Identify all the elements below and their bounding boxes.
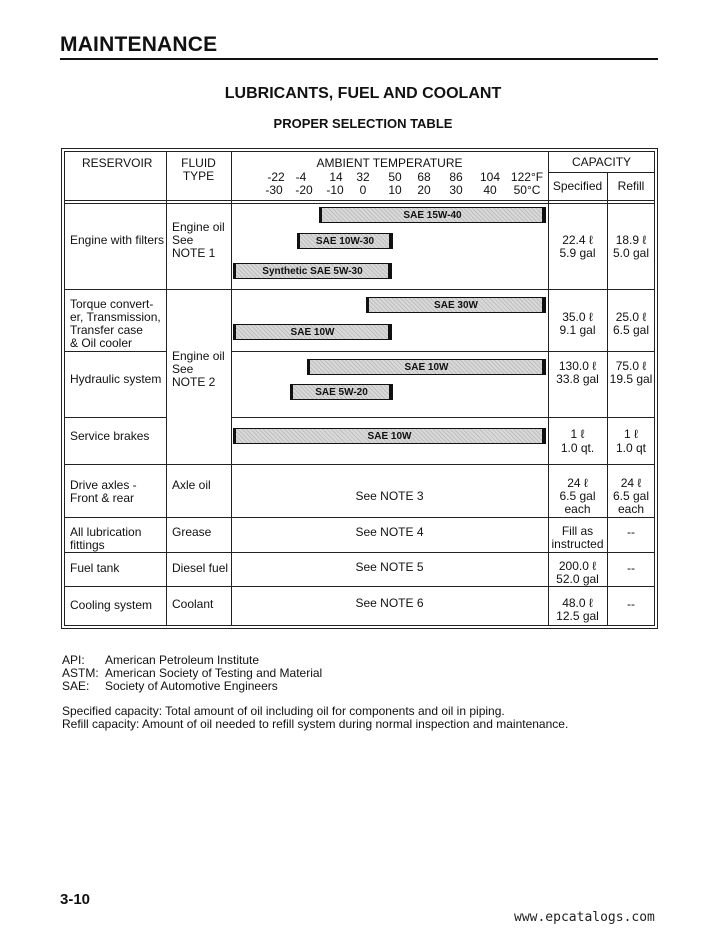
header-reservoir: RESERVOIR	[82, 156, 153, 170]
header-fluid: FLUID	[181, 156, 216, 170]
abbreviation-definition: American Society of Testing and Material	[105, 666, 323, 680]
refill-value: 6.5 gal	[612, 489, 650, 503]
reservoir-axles: Drive axles -	[70, 478, 137, 492]
document-subtitle: PROPER SELECTION TABLE	[273, 116, 453, 131]
bar-label: SAE 30W	[434, 300, 478, 311]
specified-value: 12.5 gal	[556, 609, 599, 623]
fluid-grease: Grease	[172, 525, 212, 539]
temp-range-bar	[290, 384, 393, 400]
row-divider	[64, 586, 655, 587]
fluid-see: See	[172, 362, 194, 376]
header-row-divider	[64, 200, 655, 201]
reservoir-cooling: Cooling system	[70, 598, 153, 612]
temp-c-tick: 30	[449, 183, 463, 197]
specified-value: 200.0 ℓ	[558, 559, 597, 573]
refill-value: 19.5 gal	[609, 372, 653, 386]
refill-value: 75.0 ℓ	[615, 359, 647, 373]
reservoir-torque: & Oil cooler	[70, 336, 133, 350]
reservoir-lubrication: All lubrication	[70, 525, 142, 539]
bar-label: SAE 10W	[367, 431, 412, 442]
specified-value: 35.0 ℓ	[562, 310, 593, 324]
capacity-definition: Refill capacity: Amount of oil needed to refill system during normal inspection and maintenance.	[62, 717, 569, 731]
fluid-note: NOTE 2	[172, 375, 216, 389]
fluid-diesel: Diesel fuel	[172, 561, 229, 575]
row-divider	[64, 351, 166, 352]
specified-value: 9.1 gal	[559, 323, 596, 337]
specified-value: 1 ℓ	[570, 427, 585, 441]
row-divider	[231, 351, 655, 352]
temp-c-tick: 50°C	[513, 183, 541, 197]
temp-range-bar	[233, 263, 392, 279]
header-specified: Specified	[552, 179, 603, 193]
temp-range-bar	[366, 297, 546, 313]
temp-f-tick: 50	[388, 170, 402, 184]
reservoir-torque: Transfer case	[70, 323, 143, 337]
row-divider	[64, 552, 655, 553]
row-divider	[64, 517, 655, 518]
fluid-engine-oil: Engine oil	[172, 349, 225, 363]
refill-value: 1.0 qt	[615, 441, 647, 455]
specified-value: each	[564, 502, 591, 516]
temp-c-tick: -30	[265, 183, 283, 197]
bar-label: SAE 10W	[404, 362, 449, 373]
reservoir-engine: Engine with filters	[70, 233, 165, 247]
refill-value: 5.0 gal	[612, 246, 650, 260]
bar-label: SAE 10W	[290, 327, 335, 338]
header-row-divider-double	[64, 203, 655, 204]
temp-f-tick: 122°F	[510, 170, 544, 184]
reservoir-hydraulic: Hydraulic system	[70, 372, 162, 386]
fluid-coolant: Coolant	[172, 597, 214, 611]
capacity-definition: Specified capacity: Total amount of oil including oil for components and oil in piping.	[62, 704, 505, 718]
temp-range-bar	[297, 233, 393, 249]
temp-f-tick: 14	[329, 170, 343, 184]
temp-c-tick: 20	[417, 183, 431, 197]
bar-label: SAE 15W-40	[403, 210, 462, 221]
row-divider	[231, 417, 655, 418]
abbreviation-term: ASTM:	[62, 666, 99, 680]
row-divider	[64, 289, 655, 290]
note-reference: See NOTE 3	[355, 489, 424, 503]
refill-value: --	[627, 597, 635, 611]
refill-value: each	[617, 502, 645, 516]
abbreviation-term: SAE:	[62, 679, 90, 693]
specified-value: 33.8 gal	[556, 372, 599, 386]
specified-value: Fill as	[561, 524, 594, 538]
specified-value: 1.0 qt.	[560, 441, 595, 455]
temp-f-tick: 86	[449, 170, 463, 184]
temp-c-tick: -20	[295, 183, 313, 197]
bar-label: SAE 5W-20	[315, 387, 368, 398]
specified-value: 24 ℓ	[567, 476, 588, 490]
watermark: www.epcatalogs.com	[514, 910, 655, 925]
header-divider	[60, 58, 658, 60]
specified-value: instructed	[551, 537, 604, 551]
temp-range-bar	[319, 207, 546, 223]
refill-value: --	[627, 525, 635, 539]
reservoir-torque: Torque convert-	[70, 297, 154, 311]
abbreviation-term: API:	[62, 653, 85, 667]
specified-value: 22.4 ℓ	[562, 233, 593, 247]
refill-value: 1 ℓ	[624, 427, 638, 441]
temp-c-tick: 40	[483, 183, 497, 197]
specified-value: 52.0 gal	[556, 572, 599, 586]
document-title: LUBRICANTS, FUEL AND COOLANT	[224, 85, 502, 102]
column-divider-fluid	[231, 151, 232, 626]
specified-value: 6.5 gal	[559, 489, 596, 503]
refill-value: 25.0 ℓ	[615, 310, 647, 324]
specified-value: 130.0 ℓ	[558, 359, 597, 373]
specified-value: 48.0 ℓ	[562, 596, 593, 610]
temp-f-tick: -22	[267, 170, 285, 184]
row-divider	[64, 464, 655, 465]
temp-range-bar	[307, 359, 546, 375]
abbreviation-definition: American Petroleum Institute	[105, 653, 260, 667]
reservoir-lubrication: fittings	[70, 538, 105, 552]
temp-f-tick: 68	[417, 170, 431, 184]
temp-f-tick: 104	[479, 170, 501, 184]
refill-value: 18.9 ℓ	[615, 233, 647, 247]
reservoir-fuel: Fuel tank	[70, 561, 120, 575]
temp-c-tick: 0	[359, 183, 367, 197]
bar-label: Synthetic SAE 5W-30	[262, 266, 363, 277]
abbreviation-definition: Society of Automotive Engineers	[105, 679, 278, 693]
temp-f-tick: 32	[356, 170, 370, 184]
header-type: TYPE	[182, 169, 215, 183]
refill-value: 6.5 gal	[612, 323, 650, 337]
header-refill: Refill	[617, 179, 645, 193]
row-divider	[64, 417, 166, 418]
bar-label: SAE 10W-30	[315, 236, 375, 247]
fluid-see: See	[172, 233, 194, 247]
column-divider-temperature	[548, 151, 549, 626]
reservoir-axles: Front & rear	[70, 491, 135, 505]
note-reference: See NOTE 4	[355, 525, 424, 539]
fluid-note: NOTE 1	[172, 246, 216, 260]
section-title: MAINTENANCE	[60, 33, 218, 56]
temp-c-tick: 10	[388, 183, 402, 197]
note-reference: See NOTE 6	[355, 596, 424, 610]
reservoir-brakes: Service brakes	[70, 429, 150, 443]
header-capacity: CAPACITY	[571, 155, 632, 169]
specified-value: 5.9 gal	[559, 246, 596, 260]
temp-range-bar	[233, 428, 546, 444]
capacity-subheader-divider	[548, 172, 655, 173]
note-reference: See NOTE 5	[355, 560, 424, 574]
refill-value: 24 ℓ	[620, 476, 642, 490]
temp-range-bar	[233, 324, 392, 340]
fluid-engine-oil: Engine oil	[172, 220, 225, 234]
refill-value: --	[627, 561, 635, 575]
page-number: 3-10	[60, 891, 91, 908]
temp-c-tick: -10	[326, 183, 344, 197]
fluid-axle-oil: Axle oil	[172, 478, 211, 492]
reservoir-torque: er, Transmission,	[70, 310, 161, 324]
header-ambient-temperature: AMBIENT TEMPERATURE	[316, 156, 463, 170]
temp-f-tick: -4	[295, 170, 307, 184]
column-divider-reservoir	[166, 151, 167, 626]
